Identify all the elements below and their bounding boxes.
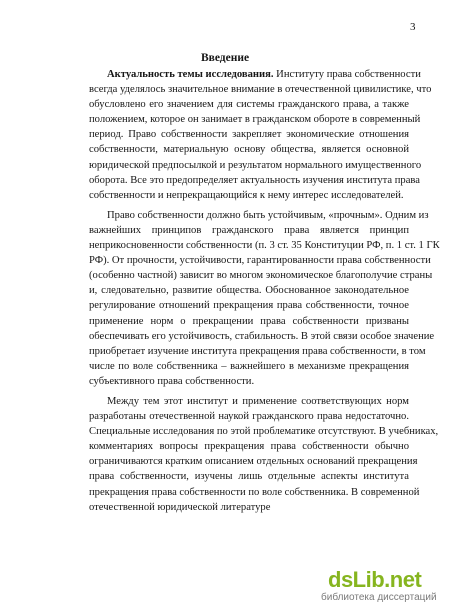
text-line: числе по воле собственника – важнейшего в механизме прекращения [89,360,409,372]
text-line: комментариях вопросы прекращения права собственности обычно [89,441,409,453]
text-line: Специальные исследования по этой проблематике отсутствуют. В учебниках, [89,426,439,438]
text-line: собственности, материальную основу общества, является основной [89,144,409,156]
text-line: неприкосновенности собственности (п. 3 ст. 35 Конституции РФ, п. 1 ст. 1 ГК [89,240,440,252]
watermark-subtitle: библиотека диссертаций [321,592,437,603]
body-text [89,67,440,515]
text-line: юридической предпосылкой и результатом нормального имущественного [89,159,422,171]
text-line: применение норм о прекращении права собственности призваны [89,315,409,327]
text-line: и, следовательно, развитие общества. Обоснованное законодательное [89,285,409,297]
text-line: оборота. Все это предопределяет актуальность изучения института права [89,174,420,186]
text-line: ограничиваются кратким описанием отдельных оснований прекращения [89,456,418,468]
text-line: (особенно частной) зависит во многом экономическое благополучие страны [89,270,433,282]
page-title: Введение [200,52,250,64]
text-line: отечественной юридической литературе [89,501,271,513]
text-line: регулирование отношений прекращения права собственности, точное [89,300,409,312]
text-line: Право собственности должно быть устойчивым, «прочным». Одним из [107,209,429,221]
watermark [321,567,437,603]
text-line [89,67,421,82]
paragraph [89,208,440,389]
text-line: собственности и непрекращающийся к нему интерес исследователей. [89,189,404,201]
text-line: субъективного права собственности. [89,375,255,387]
text-line: Между тем этот институт и применение соответствующих норм [107,395,409,407]
text-fragment: Институту права собственности [273,69,421,80]
bold-lead-in: Актуальность темы исследования. [107,69,274,80]
watermark-logo: dsLib.net [328,567,422,592]
text-line: прекращения права собственности по воле собственника. В современной [89,486,420,498]
paragraph [89,67,432,203]
text-line: РФ). От прочности, устойчивости, гарантированности права собственности [89,255,431,267]
text-line: приобретает изучение института прекращения права собственности, в том [89,345,426,357]
text-line: период. Право собственности закрепляет экономические отношения [89,129,409,141]
text-line: права собственности, изучены лишь отдельные аспекты института [89,471,409,483]
paragraph [89,394,439,515]
text-line: разработаны отечественной наукой гражданского права недостаточно. [89,411,409,423]
text-line: обусловлено его значением для системы гражданского права, а также [89,99,409,111]
text-line: всегда уделялось значительное внимание в отечественной цивилистике, что [89,84,432,96]
text-line: обеспечивать его устойчивость, стабильность. В этой связи особое значение [89,330,435,342]
text-line: положением, которое он занимает в гражданском обороте в современный [89,114,421,126]
text-line: важнейших принципов гражданского права является принцип [89,224,409,236]
page-number: 3 [410,21,416,33]
